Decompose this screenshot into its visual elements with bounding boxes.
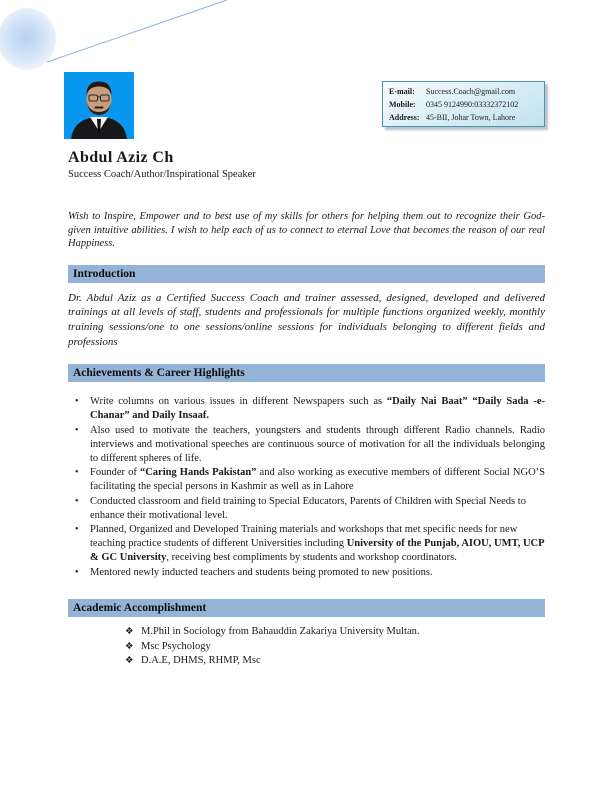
achievement-text-bold: “Caring Hands Pakistan” <box>139 467 257 479</box>
academic-item <box>125 640 545 655</box>
achievement-text: Mentored newly inducted teachers and students being promoted to new positions. <box>90 566 433 578</box>
achievement-item <box>68 523 545 566</box>
academic-text: Msc Psychology <box>141 640 211 652</box>
academic-text: D.A.E, DHMS, RHMP, Msc <box>141 655 261 667</box>
achievement-text: Write columns on various issues in different Newspapers such as <box>90 396 387 408</box>
achievement-text-bold: University of the Punjab, AIOU, UMT, UCP & GC University <box>90 538 544 564</box>
academic-text: M.Phil in Sociology from Bahauddin Zakariya University Multan. <box>141 625 420 637</box>
achievement-text: Founder of <box>90 467 140 479</box>
contact-label: E-mail: <box>389 87 415 96</box>
contact-row <box>389 99 539 112</box>
achievement-text: , receiving best compliments by students and workshop coordinators. <box>166 552 457 564</box>
achievement-text: Conducted classroom and field training to Special Educators, Parents of Children with Special Needs to enhance their motivational level. <box>90 495 526 521</box>
person-name: Abdul Aziz Ch <box>68 149 174 166</box>
section-heading-introduction: Introduction <box>68 265 545 283</box>
profile-photo <box>64 72 134 139</box>
diamond-bullet-icon: ❖ <box>125 626 134 637</box>
achievement-text: Also used to motivate the teachers, youngsters and students through different Radio channels. Radio interviews and motivational speeches are continuous source of motivation for all the individuals belonging to different spheres of life. <box>90 424 545 464</box>
contact-card <box>382 81 545 127</box>
achievement-item <box>68 495 545 523</box>
section-heading-achievements: Achievements & Career Highlights <box>68 364 545 382</box>
person-job-title: Success Coach/Author/Inspirational Speaker <box>68 169 256 180</box>
bullet-icon: • <box>75 424 79 436</box>
bullet-icon: • <box>75 467 79 479</box>
contact-value: 45-BII, Johar Town, Lahore <box>426 112 516 122</box>
academic-item <box>125 625 545 640</box>
achievements-list <box>68 395 545 580</box>
contact-row <box>389 86 539 99</box>
bullet-icon: • <box>75 396 79 408</box>
achievement-item <box>68 424 545 467</box>
contact-value: Success.Coach@gmail.com <box>426 87 516 96</box>
diamond-bullet-icon: ❖ <box>125 641 134 652</box>
decorative-diagonal-line <box>0 0 612 80</box>
achievement-text: and also working as executive members of different Social NGO’S facilitating the special persons in Kashmir as well as in Lahore <box>90 467 545 493</box>
achievement-item <box>68 566 545 580</box>
diamond-bullet-icon: ❖ <box>125 656 134 667</box>
achievement-text-bold: “Daily Nai Baat” “Daily Sada -e- Chanar” and Daily Insaaf. <box>90 396 546 422</box>
contact-label: Mobile: <box>389 99 416 109</box>
achievement-item <box>68 466 545 494</box>
bullet-icon: • <box>75 566 79 578</box>
bullet-icon: • <box>75 495 79 507</box>
achievement-text: Planned, Organized and Developed Training materials and workshops that met specific needs for new teaching practice students of different Universities including <box>90 523 518 550</box>
academic-item <box>125 654 545 669</box>
contact-row <box>389 112 539 125</box>
bullet-icon: • <box>75 523 79 535</box>
academic-list <box>125 625 545 669</box>
contact-label: Address: <box>389 112 420 122</box>
portrait-illustration <box>64 72 134 139</box>
contact-value: 0345 9124990:03332372102 <box>426 99 519 109</box>
resume-content <box>68 148 545 669</box>
mission-statement: Wish to Inspire, Empower and to best use of my skills for others for helping them out to recognize their God-given intuitive abilities. I wish to help each of us to connect to eternal Love that becomes the reason of our real Happiness. <box>68 211 545 250</box>
achievement-item <box>68 395 545 423</box>
section-heading-academic: Academic Accomplishment <box>68 599 545 617</box>
introduction-paragraph: Dr. Abdul Aziz as a Certified Success Coach and trainer assessed, designed, developed and delivered trainings at all levels of staff, students and professionals for multiple functions organized weekly, monthly training sessions/one to one sessions/online sessions for individuals belonging to different fields and professions <box>68 291 545 348</box>
